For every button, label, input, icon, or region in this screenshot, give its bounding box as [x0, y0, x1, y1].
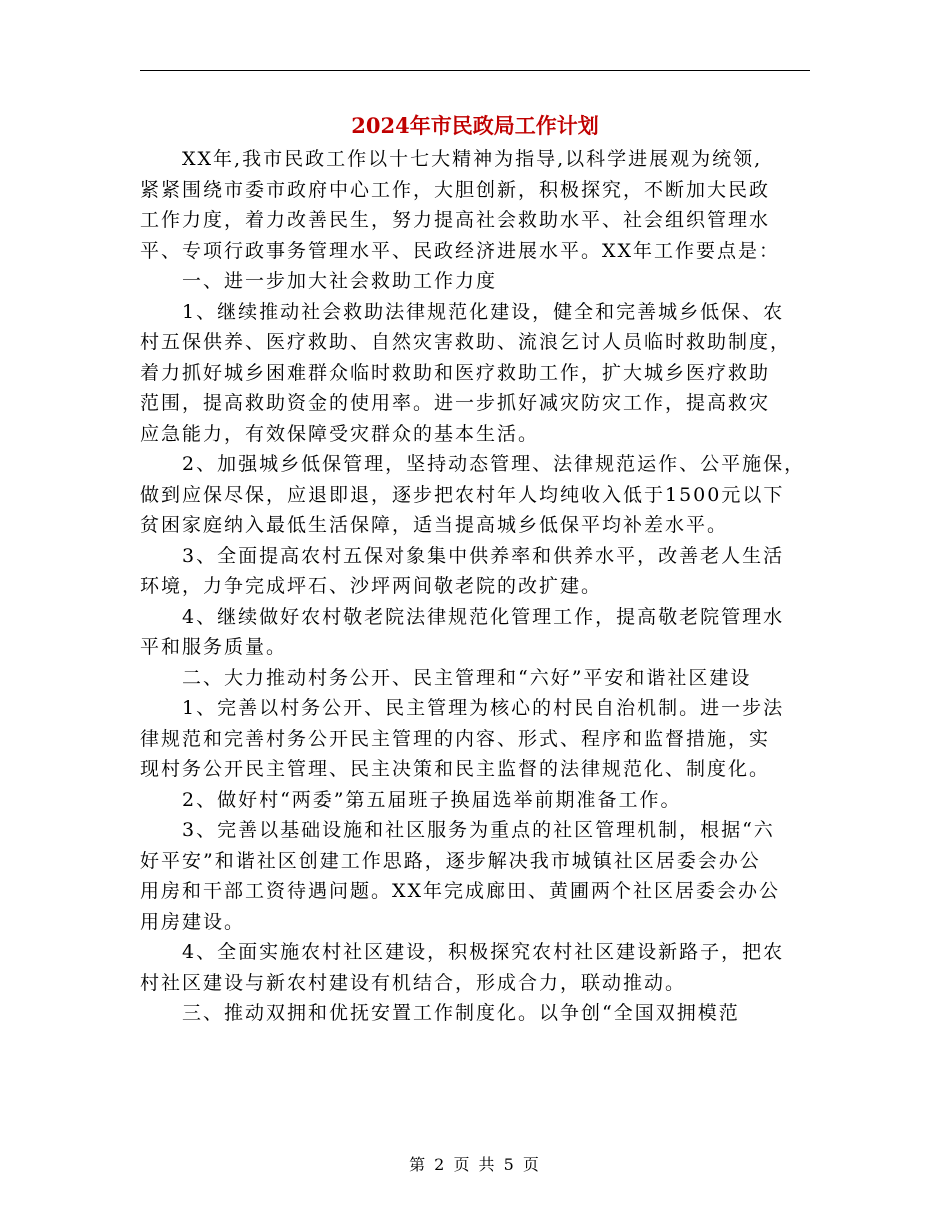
- body-line: 范围，提高救助资金的使用率。进一步抓好减灾防灾工作，提高救灾: [140, 392, 771, 414]
- body-line: 用房建设。: [140, 910, 246, 933]
- body-line: 工作力度，着力改善民生，努力提高社会救助水平、社会组织管理水: [140, 209, 771, 231]
- body-line: 紧紧围绕市委市政府中心工作，大胆创新，积极探究，不断加大民政: [140, 178, 771, 201]
- body-line: 一、进一步加大社会救助工作力度: [182, 270, 498, 292]
- body-line: 3、完善以基础设施和社区服务为重点的社区管理机制，根据“六: [182, 819, 775, 841]
- body-line: 应急能力，有效保障受灾群众的基本生活。: [140, 422, 540, 445]
- body-line: 3、全面提高农村五保对象集中供养率和供养水平，改善老人生活: [182, 544, 785, 567]
- body-line: 好平安”和谐社区创建工作思路，逐步解决我市城镇社区居委会办公: [140, 849, 761, 872]
- body-line: 着力抓好城乡困难群众临时救助和医疗救助工作，扩大城乡医疗救助: [140, 361, 771, 384]
- body-line: 村社区建设与新农村建设有机结合，形成合力，联动推动。: [140, 971, 687, 994]
- body-line: 4、全面实施农村社区建设，积极探究农村社区建设新路子，把农: [182, 941, 785, 963]
- document-title: 2024年市民政局工作计划: [351, 113, 599, 138]
- body-line: 4、继续做好农村敬老院法律规范化管理工作，提高敬老院管理水: [182, 605, 785, 628]
- body-line: 1、完善以村务公开、民主管理为核心的村民自治机制。进一步法: [182, 697, 785, 719]
- body-line: 平和服务质量。: [140, 636, 288, 658]
- body-line: 2、加强城乡低保管理，坚持动态管理、法律规范运作、公平施保，: [182, 453, 806, 475]
- page-footer: 第 2 页 共 5 页: [409, 1155, 541, 1174]
- body-line: 律规范和完善村务公开民主管理的内容、形式、程序和监督措施，实: [140, 727, 771, 750]
- body-line: 用房和干部工资待遇问题。XX年完成廊田、黄圃两个社区居委会办公: [140, 880, 781, 902]
- body-line: 1、继续推动社会救助法律规范化建设，健全和完善城乡低保、农: [182, 300, 785, 323]
- body-line: 三、推动双拥和优抚安置工作制度化。以争创“全国双拥模范: [182, 1002, 740, 1024]
- document-body: [140, 144, 810, 1029]
- body-line: 现村务公开民主管理、民主决策和民主监督的法律规范化、制度化。: [140, 758, 771, 780]
- body-line: 做到应保尽保，应退即退，逐步把农村年人均纯收入低于1500元以下: [140, 483, 785, 506]
- body-line: 2、做好村“两委”第五届班子换届选举前期准备工作。: [182, 788, 682, 811]
- body-line: 村五保供养、医疗救助、自然灾害救助、流浪乞讨人员临时救助制度，: [140, 331, 792, 353]
- body-line: 二、大力推动村务公开、民主管理和“六好”平安和谐社区建设: [182, 666, 752, 689]
- body-line: 贫困家庭纳入最低生活保障，适当提高城乡低保平均补差水平。: [140, 514, 729, 536]
- body-line: XX年,我市民政工作以十七大精神为指导,以科学进展观为统领,: [182, 148, 763, 170]
- body-line: 平、专项行政事务管理水平、民政经济进展水平。XX年工作要点是：: [140, 239, 781, 262]
- header-rule: [140, 70, 810, 71]
- body-line: 环境，力争完成坪石、沙坪两间敬老院的改扩建。: [140, 575, 603, 597]
